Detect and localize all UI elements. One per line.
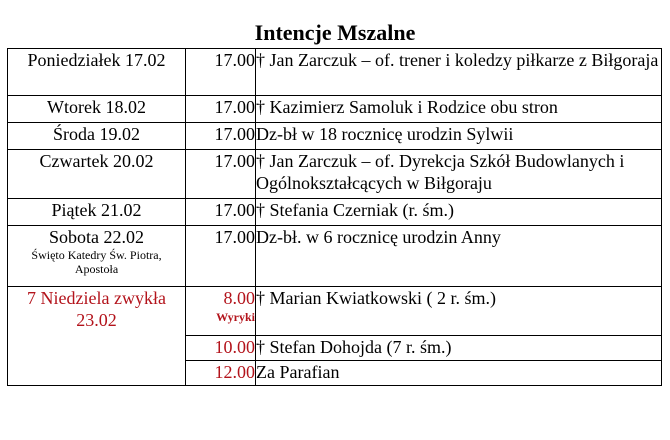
time-cell <box>186 96 256 123</box>
day-label: Środa 19.02 <box>53 124 140 144</box>
day-cell <box>8 96 186 123</box>
intention-cell <box>256 287 662 336</box>
table-row <box>8 199 662 226</box>
intention-cell <box>256 199 662 226</box>
intention-text: † Marian Kwiatkowski ( 2 r. śm.) <box>256 288 496 308</box>
table-row <box>8 96 662 123</box>
intention-cell <box>256 226 662 287</box>
table-row <box>8 287 662 336</box>
time-cell <box>186 336 256 361</box>
intention-cell <box>256 96 662 123</box>
time-label: 8.00 <box>223 288 255 308</box>
intention-text: † Jan Zarczuk – of. trener i koledzy piłkarze z Biłgoraja <box>256 50 659 70</box>
day-cell <box>8 150 186 199</box>
intention-text: † Kazimierz Samoluk i Rodzice obu stron <box>256 97 558 117</box>
intention-text: † Stefan Dohojda (7 r. śm.) <box>256 337 452 357</box>
intention-text: Za Parafian <box>256 362 340 382</box>
table-row <box>8 123 662 150</box>
table-row <box>8 150 662 199</box>
time-cell <box>186 287 256 336</box>
intention-text: † Jan Zarczuk – of. Dyrekcja Szkół Budowlanych i Ogólnokształcących w Biłgoraju <box>256 151 625 193</box>
time-label: 17.00 <box>214 200 255 220</box>
table-row <box>8 226 662 287</box>
time-label: 17.00 <box>214 50 255 70</box>
time-label: 17.00 <box>214 151 255 171</box>
intention-cell <box>256 49 662 96</box>
day-label: Poniedziałek 17.02 <box>27 50 166 70</box>
intention-text: † Stefania Czerniak (r. śm.) <box>256 200 454 220</box>
time-cell <box>186 123 256 150</box>
intention-cell <box>256 150 662 199</box>
day-cell <box>8 123 186 150</box>
day-cell <box>8 49 186 96</box>
feast-note: Święto Katedry Św. Piotra, Apostoła <box>31 248 162 276</box>
time-label: 12.00 <box>214 362 255 382</box>
time-cell <box>186 199 256 226</box>
day-label: Wtorek 18.02 <box>47 97 146 117</box>
intention-text: Dz-bł. w 6 rocznicę urodzin Anny <box>256 227 501 247</box>
time-label: 17.00 <box>214 227 255 247</box>
mass-intentions-table <box>7 48 662 386</box>
intention-cell <box>256 123 662 150</box>
day-cell <box>8 226 186 287</box>
day-label: Czwartek 20.02 <box>39 151 154 171</box>
time-label: 17.00 <box>214 124 255 144</box>
intention-text: Dz-bł w 18 rocznicę urodzin Sylwii <box>256 124 514 144</box>
day-cell <box>8 199 186 226</box>
time-cell <box>186 49 256 96</box>
day-label: Piątek 21.02 <box>51 200 142 220</box>
time-cell <box>186 150 256 199</box>
day-label: 7 Niedziela zwykła 23.02 <box>27 288 166 330</box>
table-row <box>8 49 662 96</box>
day-label: Sobota 22.02 <box>48 227 144 247</box>
time-cell <box>186 226 256 287</box>
time-label: 10.00 <box>214 337 255 357</box>
intention-cell <box>256 336 662 361</box>
page-title: Intencje Mszalne <box>254 20 416 45</box>
location-note: Wyryki <box>216 310 255 324</box>
intention-cell <box>256 361 662 386</box>
day-cell-sunday <box>8 287 186 386</box>
time-cell <box>186 361 256 386</box>
time-label: 17.00 <box>214 97 255 117</box>
